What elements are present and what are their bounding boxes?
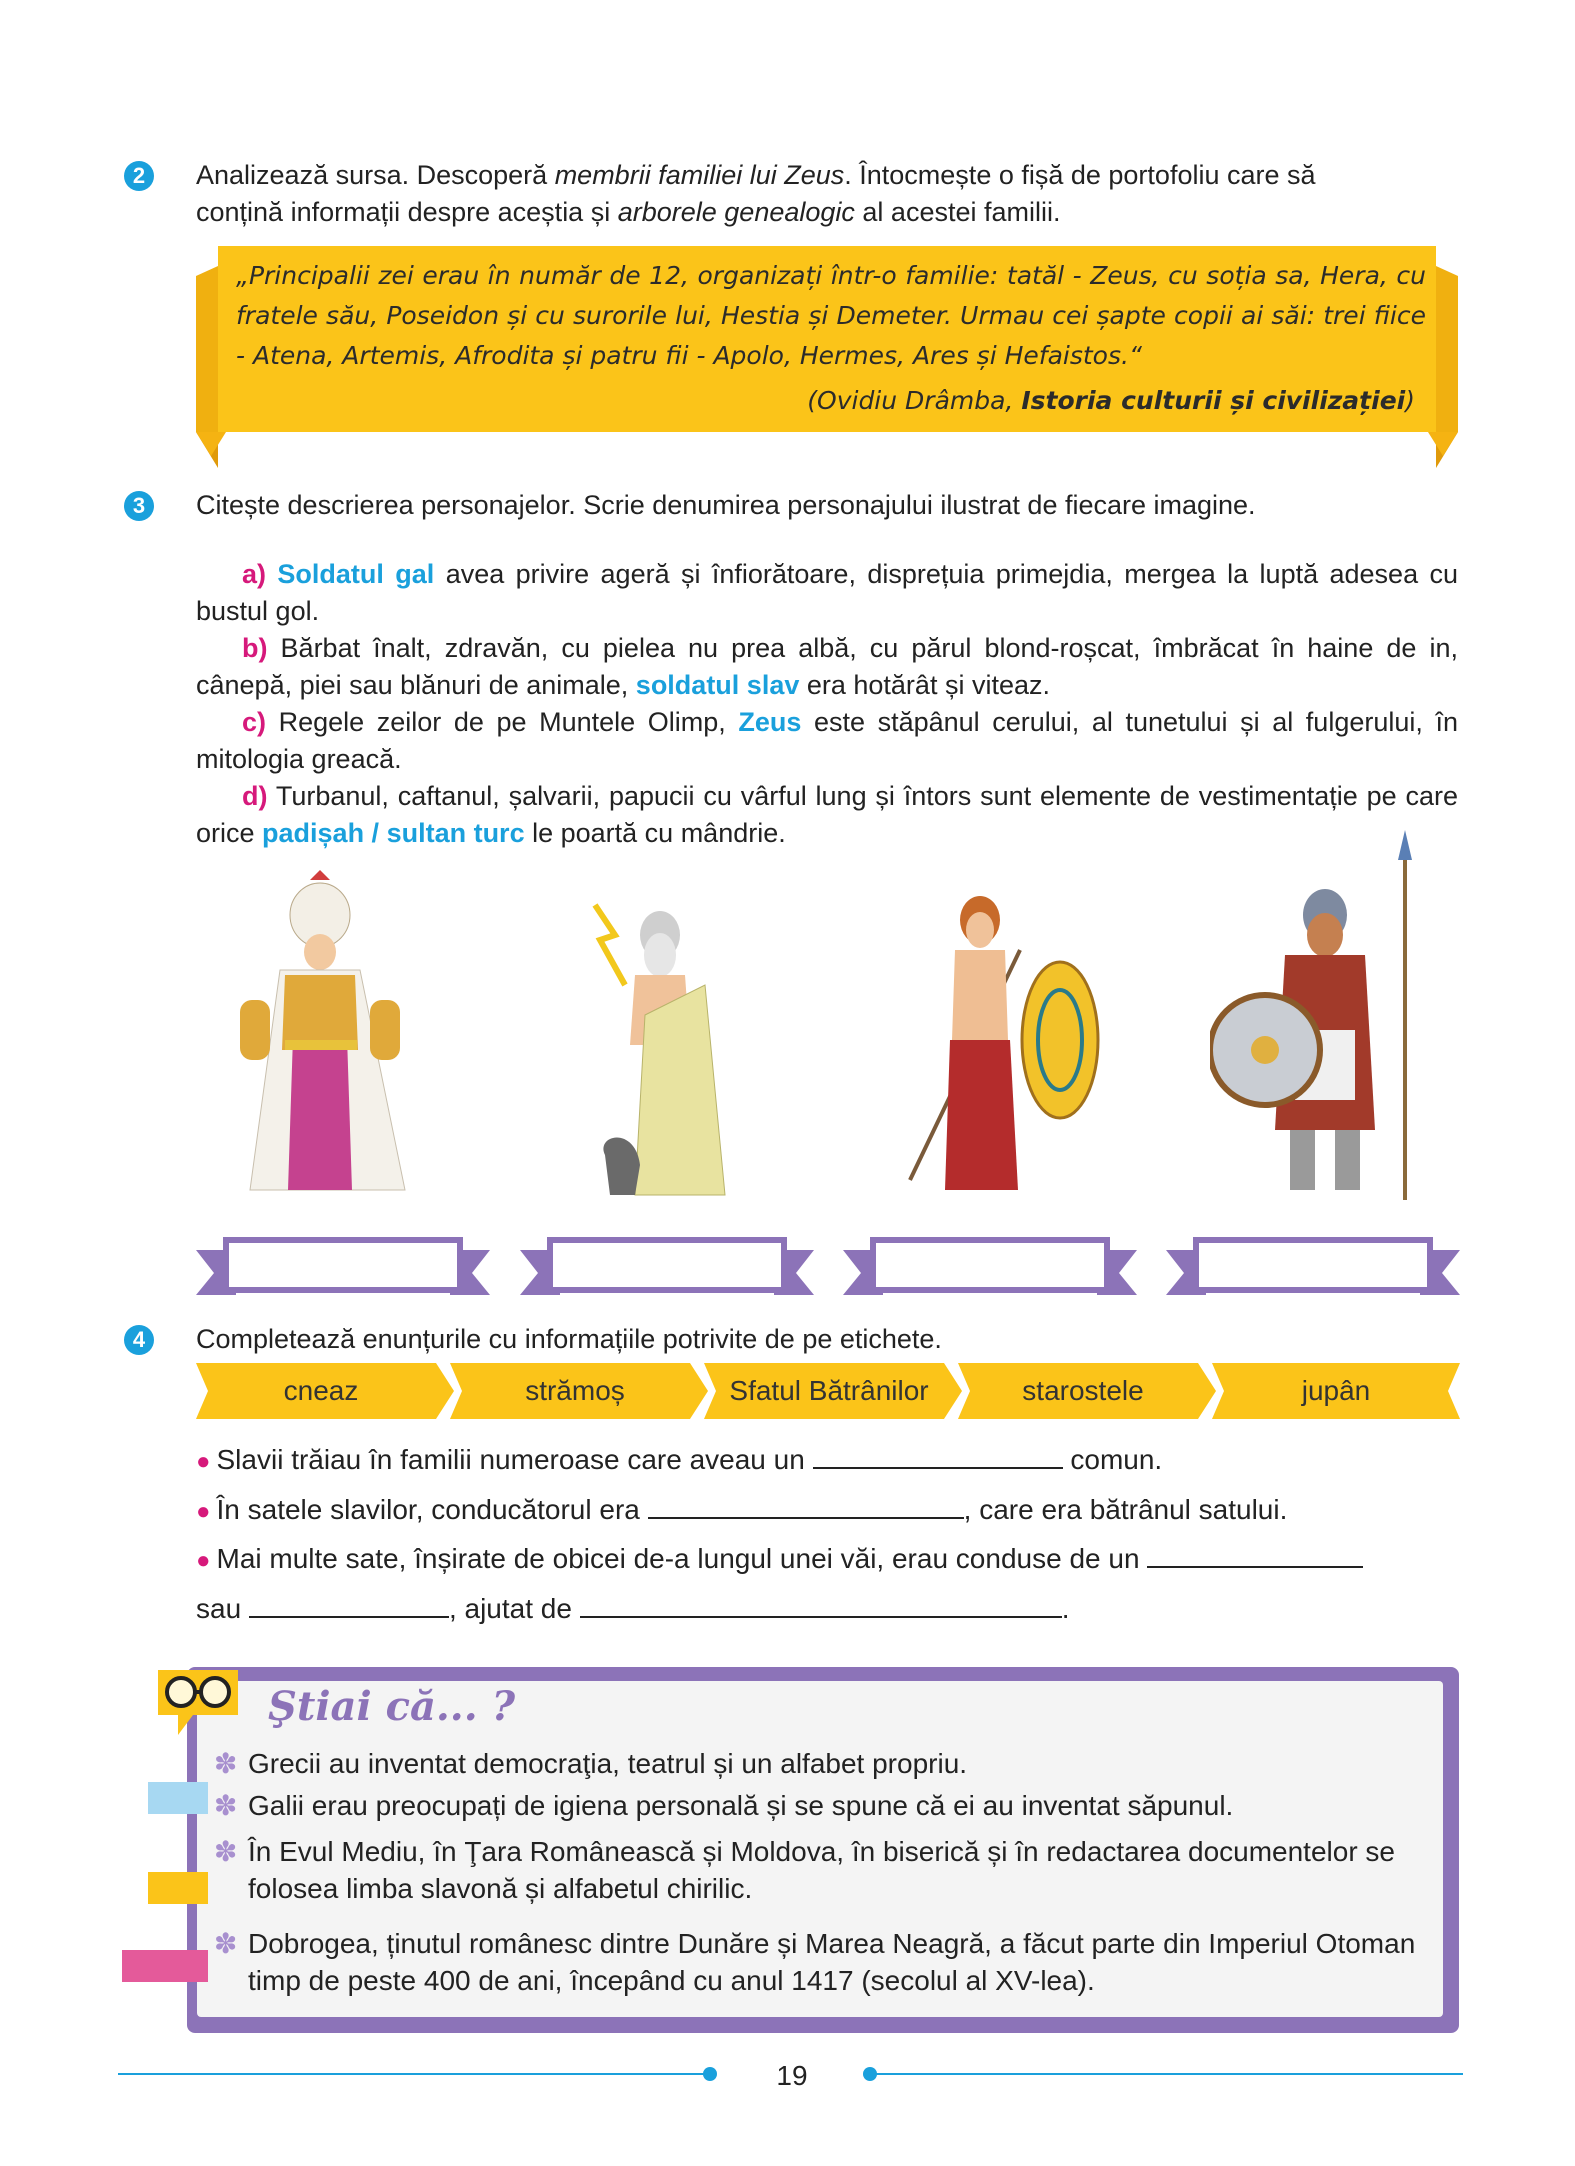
did-you-know-title: Ştiai că... ? xyxy=(268,1683,516,1730)
answer-ribbon-4 xyxy=(1166,1235,1460,1305)
slav-soldier-figure xyxy=(1210,830,1430,1210)
answer-ribbon-1 xyxy=(196,1235,490,1305)
sentence-3: ● Mai multe sate, înșirate de obicei de-a lungul unei văi, erau conduse de un xyxy=(196,1539,1363,1581)
blank-3[interactable] xyxy=(1147,1540,1363,1568)
quote-text: „Principalii zei erau în număr de 12, organizați într-o familie: tatăl - Zeus, cu soția sa, Hera, cu fratele său, Poseidon și cu surorile lui, Hestia și Demeter. Urmau cei șapte copii ai săi: trei fiice - Atena, Artemis, Afrodita și patru fii - Apolo, Hermes, Ares și Hefaistos.“ xyxy=(236,261,1426,370)
tag-sfatul-batranilor[interactable]: Sfatul Bătrânilor xyxy=(729,1375,929,1406)
task-4-number: 4 xyxy=(124,1325,154,1355)
answer-ribbon-2 xyxy=(520,1235,814,1305)
tag-stramos[interactable]: strămoș xyxy=(525,1375,625,1406)
pink-tab xyxy=(122,1950,208,1982)
tag-cneaz[interactable]: cneaz xyxy=(283,1375,359,1406)
sentence-4: sau , ajutat de . xyxy=(196,1589,1069,1629)
glasses-icon xyxy=(148,1660,248,1740)
description-b: b) Bărbat înalt, zdravăn, cu pielea nu prea albă, cu părul blond-roșcat, îmbrăcat în haine de in, cânepă, piei sau blănuri de animale, soldatul slav era hotărât și viteaz. xyxy=(196,633,1458,700)
description-c: c) Regele zeilor de pe Muntele Olimp, Zeus este stăpânul cerului, al tunetului și al fulgerului, în mitologia greacă. xyxy=(196,707,1458,774)
flower-bullet-icon: ✽ xyxy=(214,1928,238,1959)
task-4-instruction: Completează enunțurile cu informațiile potrivite de pe etichete. xyxy=(196,1324,942,1354)
sultan-figure xyxy=(240,870,420,1200)
task-3-instruction: Citește descrierea personajelor. Scrie denumirea personajului ilustrat de fiecare imagine. xyxy=(196,490,1256,520)
description-d: d) Turbanul, caftanul, șalvarii, papucii cu vârful lung și întors sunt elemente de vestimentație pe care orice padișah / sultan turc le poartă cu mândrie. xyxy=(196,781,1458,848)
gaul-soldier-figure xyxy=(890,890,1110,1210)
task-3-number: 3 xyxy=(124,491,154,521)
flower-bullet-icon: ✽ xyxy=(214,1748,238,1779)
fact-4: ✽ Dobrogea, ținutul românesc dintre Dunăre și Marea Neagră, a făcut parte din Imperiul Otoman timp de peste 400 de ani, începând cu anul 1417 (secolul al XV-lea). xyxy=(248,1925,1428,1999)
description-a: a) Soldatul gal avea privire ageră și înfiorătoare, disprețuia primejdia, mergea la luptă adesea cu bustul gol. xyxy=(196,559,1458,626)
tag-jupan[interactable]: jupân xyxy=(1301,1375,1371,1406)
sentence-2: ● În satele slavilor, conducătorul era , care era bătrânul satului. xyxy=(196,1490,1287,1532)
blank-5[interactable] xyxy=(580,1590,1062,1618)
answer-ribbon-3 xyxy=(843,1235,1137,1305)
sentence-1: ● Slavii trăiau în familii numeroase care aveau un comun. xyxy=(196,1440,1162,1482)
task-2-number: 2 xyxy=(124,161,154,191)
yellow-tab xyxy=(148,1872,208,1904)
flower-bullet-icon: ✽ xyxy=(214,1836,238,1867)
blue-tab xyxy=(148,1782,208,1814)
zeus-figure xyxy=(585,895,745,1210)
blank-1[interactable] xyxy=(813,1441,1063,1469)
fact-1: ✽ Grecii au inventat democraţia, teatrul și un alfabet propriu. xyxy=(248,1745,1428,1782)
blank-2[interactable] xyxy=(648,1491,964,1519)
fact-3: ✽ În Evul Mediu, în Ţara Românească și Moldova, în biserică și în redactarea documentelor se folosea limba slavonă și alfabetul chirilic. xyxy=(248,1833,1428,1907)
tag-starostele[interactable]: starostele xyxy=(1022,1375,1144,1406)
task-2-instruction: Analizează sursa. Descoperă membrii familiei lui Zeus. Întocmește o fișă de portofoliu care să conțină informații despre aceștia și arborele genealogic al acestei familii. xyxy=(196,160,1316,227)
quote-source: (Ovidiu Drâmba, Istoria culturii și civilizației) xyxy=(807,386,1415,415)
fact-2: ✽ Galii erau preocupați de igiena personală și se spune că ei au inventat săpunul. xyxy=(248,1787,1428,1824)
blank-4[interactable] xyxy=(249,1590,449,1618)
flower-bullet-icon: ✽ xyxy=(214,1790,238,1821)
page-number: 19 xyxy=(776,2060,808,2091)
